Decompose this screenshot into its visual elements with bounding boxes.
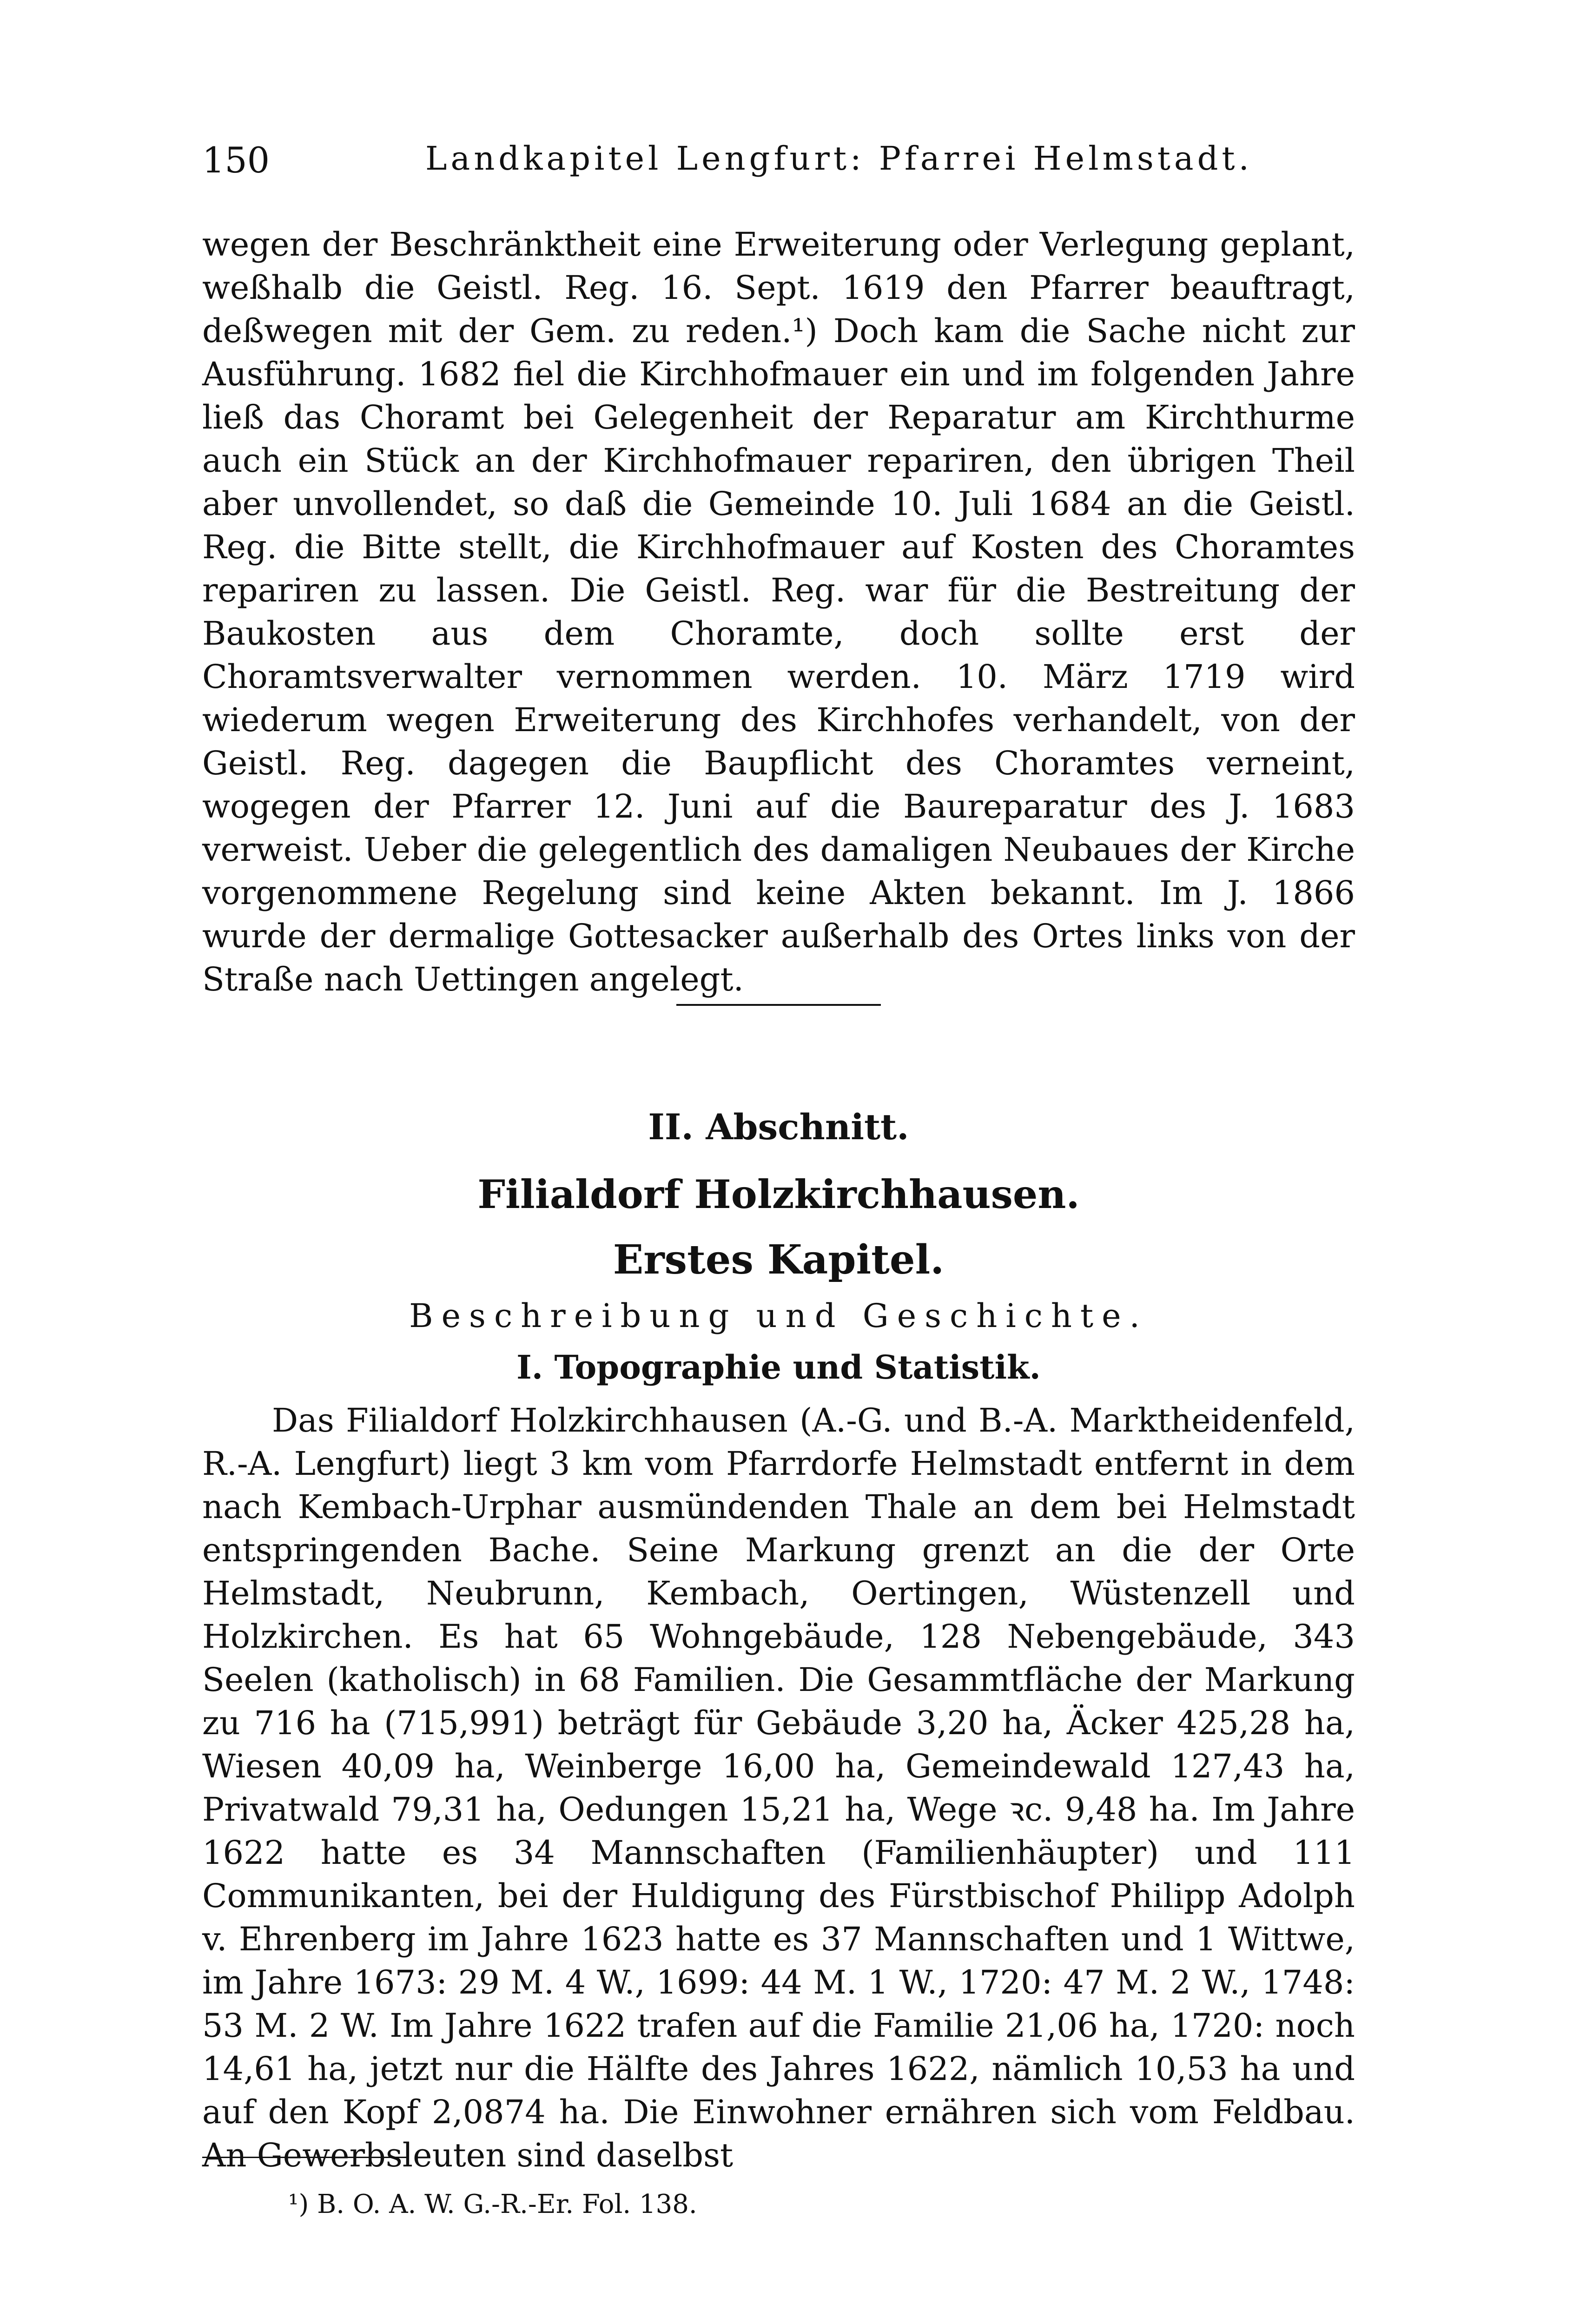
footnote-rule (202, 2157, 407, 2158)
body-paragraph (202, 1399, 1355, 2177)
place-heading: Filialdorf Holzkirchhausen. (477, 1171, 1080, 1217)
paragraph-text: Das Filialdorf Holzkirchhausen (A.-G. und B.-A. Marktheidenfeld, R.-A. Lengfurt) liegt 3 km vom Pfarrdorfe Helmstadt entfernt in dem nach Kembach-Urphar ausmündenden Thale an dem bei Helmstadt entspringenden Bache. Seine Markung grenzt an die der Orte Helmstadt, Neubrunn, Kembach, Oertingen, Wüstenzell und Holzkirchen. Es hat 65 Wohngebäude, 128 Nebengebäude, 343 Seelen (katholisch) in 68 Familien. Die Gesammtfläche der Markung zu 716 ha (715,991) beträgt für Gebäude 3,20 ha, Äcker 425,28 ha, Wiesen 40,09 ha, Weinberge 16,00 ha, Gemeindewald 127,43 ha, Privatwald 79,31 ha, Oedungen 15,21 ha, Wege ꝛc. 9,48 ha. Im Jahre 1622 hatte es 34 Mannschaften (Familienhäupter) und 111 Communikanten, bei der Huldigung des Fürstbischof Philipp Adolph v. Ehrenberg im Jahre 1623 hatte es 37 Mannschaften und 1 Wittwe, im Jahre 1673: 29 M. 4 W., 1699: 44 M. 1 W., 1720: 47 M. 2 W., 1748: 53 M. 2 W. Im Jahre 1622 trafen auf die Familie 21,06 ha, 1720: noch 14,61 ha, jetzt nur die Hälfte des Jahres 1622, nämlich 10,53 ha und auf den Kopf 2,0874 ha. Die Einwohner ernähren sich vom Feldbau. An Gewerbsleuten sind daselbst (202, 1401, 1355, 2174)
continued-paragraph (202, 223, 1355, 1001)
page-number: 150 (202, 139, 270, 181)
page-header (202, 139, 1355, 191)
topic-heading: I. Topographie und Statistik. (516, 1348, 1041, 1386)
chapter-heading: Erstes Kapitel. (613, 1236, 945, 1283)
chapter-subtitle: Beschreibung und Geschichte. (409, 1297, 1148, 1335)
section-heading: II. Abschnitt. (648, 1106, 909, 1148)
section-divider (676, 1004, 881, 1006)
footnote: ¹) B. O. A. W. G.-R.-Er. Fol. 138. (288, 2189, 697, 2219)
running-head: Landkapitel Lengfurt: Pfarrei Helmstadt. (425, 139, 1253, 178)
paragraph-text: wegen der Beschränktheit eine Erweiterung oder Verlegung geplant, weßhalb die Geistl. Reg. 16. Sept. 1619 den Pfarrer beauftragt, deßwegen mit der Gem. zu reden.¹) Doch kam die Sache nicht zur Ausführung. 1682 fiel die Kirchhofmauer ein und im folgenden Jahre ließ das Choramt bei Gelegenheit der Reparatur am Kirchthurme auch ein Stück an der Kirchhofmauer repariren, den übrigen Theil aber unvollendet, so daß die Gemeinde 10. Juli 1684 an die Geistl. Reg. die Bitte stellt, die Kirchhofmauer auf Kosten des Choramtes repariren zu lassen. Die Geistl. Reg. war für die Bestreitung der Baukosten aus dem Choramte, doch sollte erst der Choramtsverwalter vernommen werden. 10. März 1719 wird wiederum wegen Erweiterung des Kirchhofes verhandelt, von der Geistl. Reg. dagegen die Baupflicht des Choramtes verneint, wogegen der Pfarrer 12. Juni auf die Baureparatur des J. 1683 verweist. Ueber die gelegentlich des damaligen Neubaues der Kirche vorgenommene Regelung sind keine Akten bekannt. Im J. 1866 wurde der dermalige Gottesacker außerhalb des Ortes links von der Straße nach Uettingen angelegt. (202, 225, 1355, 998)
